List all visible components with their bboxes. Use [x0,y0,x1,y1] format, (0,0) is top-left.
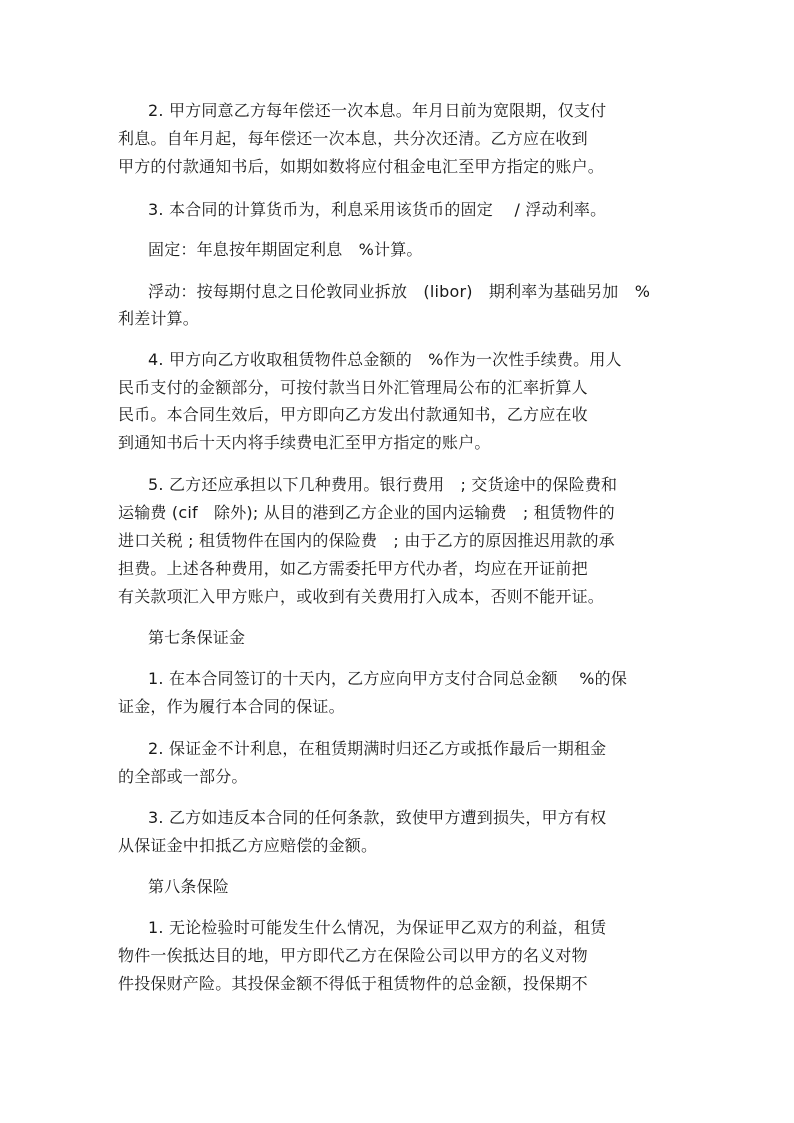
text-line: 浮动：按每期付息之日伦敦同业拆放 (libor) 期利率为基础另加 % [148,282,651,301]
text-line: 到通知书后十天内将手续费电汇至甲方指定的账户。 [118,433,491,452]
text-line: 从保证金中扣抵乙方应赔偿的金额。 [118,836,378,855]
text-line: 民币支付的金额部分，可按付款当日外汇管理局公布的汇率折算人 [118,378,588,397]
text-line: 2. 甲方同意乙方每年偿还一次本息。年月日前为宽限期，仅支付 [148,101,607,120]
text-line: 证金，作为履行本合同的保证。 [118,697,345,716]
text-line: 4. 甲方向乙方收取租赁物件总金额的 %作为一次性手续费。用人 [148,350,622,369]
text-line: 担费。上述各种费用，如乙方需委托甲方代办者，均应在开证前把 [118,559,588,578]
text-line: 5. 乙方还应承担以下几种费用。银行费用 ; 交货途中的保险费和 [148,475,618,494]
text-line: 3. 本合同的计算货币为，利息采用该货币的固定 / 浮动利率。 [148,200,607,219]
text-line: 件投保财产险。其投保金额不得低于租赁物件的总金额，投保期不 [118,974,588,993]
text-line: 甲方的付款通知书后，如期如数将应付租金电汇至甲方指定的账户。 [118,157,605,176]
text-line: 固定：年息按年期固定利息 %计算。 [148,240,423,259]
text-line: 1. 在本合同签订的十天内，乙方应向甲方支付合同总金额 %的保 [148,669,628,688]
text-line: 运输费 (cif 除外); 从目的港到乙方企业的国内运输费 ; 租赁物件的 [118,503,615,522]
text-line: 1. 无论检验时可能发生什么情况，为保证甲乙双方的利益，租赁 [148,918,607,937]
text-line: 进口关税 ; 租赁物件在国内的保险费 ; 由于乙方的原因推迟用款的承 [118,531,615,550]
text-line: 利差计算。 [118,309,200,328]
text-line: 3. 乙方如违反本合同的任何条款，致使甲方遭到损失，甲方有权 [148,808,607,827]
text-line: 利息。自年月起，每年偿还一次本息，共分次还清。乙方应在收到 [118,129,588,148]
text-line: 民币。本合同生效后，甲方即向乙方发出付款通知书，乙方应在收 [118,405,588,424]
text-line: 的全部或一部分。 [118,767,248,786]
text-line: 2. 保证金不计利息，在租赁期满时归还乙方或抵作最后一期租金 [148,739,607,758]
section-heading: 第八条保险 [148,877,230,896]
section-heading: 第七条保证金 [148,628,246,647]
text-line: 物件一俟抵达目的地，甲方即代乙方在保险公司以甲方的名义对物 [118,946,588,965]
text-line: 有关款项汇入甲方账户，或收到有关费用打入成本，否则不能开证。 [118,587,605,606]
